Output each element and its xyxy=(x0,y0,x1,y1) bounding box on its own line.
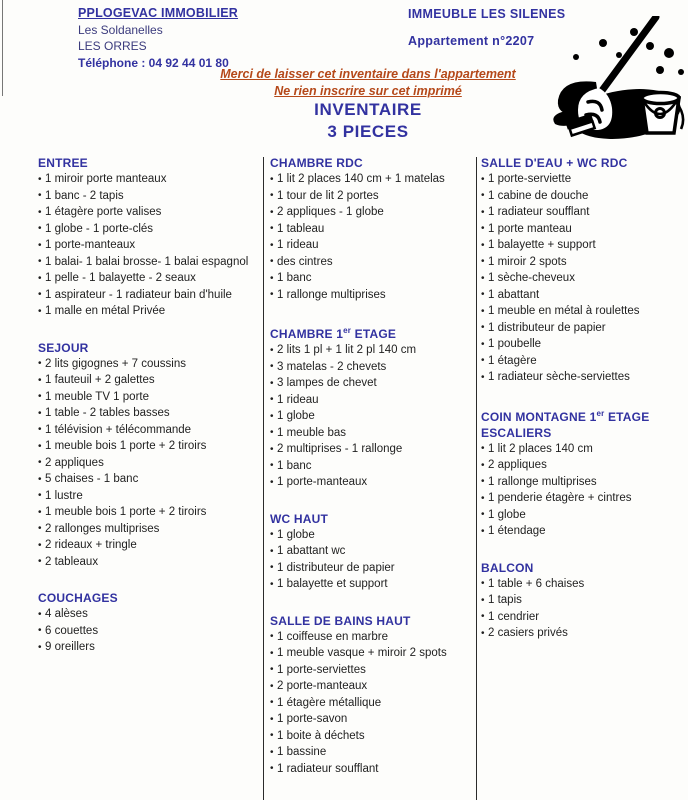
inventory-item xyxy=(270,171,470,188)
item-text: 1 lustre xyxy=(45,489,83,502)
item-text: 1 cabine de douche xyxy=(488,189,589,202)
inventory-item xyxy=(270,342,470,359)
item-text: 1 lit 2 places 140 cm + 1 matelas xyxy=(277,173,445,185)
notice-line2: Ne rien inscrire sur cet imprimé xyxy=(274,84,462,98)
inventory-item xyxy=(481,457,686,474)
building-block xyxy=(408,7,565,48)
section-title: SALLE D'EAU + WC RDC xyxy=(481,156,628,170)
bullet-icon: • xyxy=(481,525,485,537)
item-text: 6 couettes xyxy=(45,624,99,637)
inventory-section xyxy=(38,340,260,571)
column-divider xyxy=(263,157,264,800)
page-title xyxy=(48,99,688,143)
bullet-icon: • xyxy=(270,443,274,455)
inventory-section xyxy=(481,560,686,642)
bullet-icon: • xyxy=(38,608,42,620)
inventory-item xyxy=(38,438,260,455)
inventory-item xyxy=(481,287,686,304)
item-text: 2 appliques xyxy=(45,456,104,469)
inventory-item xyxy=(481,474,686,491)
bullet-icon: • xyxy=(270,578,274,590)
item-text: 1 banc xyxy=(277,459,312,472)
bullet-icon: • xyxy=(38,641,42,653)
item-text: 1 abattant xyxy=(488,288,540,301)
bullet-icon: • xyxy=(270,190,274,201)
inventory-item xyxy=(38,471,260,488)
item-text: 1 sèche-cheveux xyxy=(488,272,575,284)
inventory-item xyxy=(270,408,470,425)
inventory-item xyxy=(270,287,470,304)
inventory-item xyxy=(270,237,470,254)
item-text: 1 meuble bois 1 porte + 2 tiroirs xyxy=(45,506,207,518)
item-text: 1 porte-serviettes xyxy=(277,663,366,676)
item-text: 1 porte manteau xyxy=(488,222,572,235)
bullet-icon: • xyxy=(38,206,42,218)
inventory-item xyxy=(38,521,260,538)
bullet-icon: • xyxy=(270,529,274,540)
item-text: 2 rallonges multiprises xyxy=(45,522,160,535)
item-text: 1 banc - 2 tapis xyxy=(45,189,124,202)
inventory-item xyxy=(270,629,470,646)
apartment-number: Appartement n°2207 xyxy=(408,34,535,48)
inventory-item xyxy=(38,389,260,406)
item-text: 1 aspirateur - 1 radiateur bain d'huile xyxy=(45,288,232,301)
item-text: 1 lit 2 places 140 cm xyxy=(488,442,593,455)
inventory-item xyxy=(481,320,686,337)
bullet-icon: • xyxy=(38,239,42,251)
bullet-icon: • xyxy=(270,256,274,267)
item-text: 1 meuble bas xyxy=(277,426,347,439)
inventory-item xyxy=(270,744,470,761)
inventory-item xyxy=(270,375,470,392)
inventory-item xyxy=(38,405,260,422)
inventory-section xyxy=(270,511,470,593)
inventory-item xyxy=(481,507,686,524)
section-title: ENTREE xyxy=(38,156,88,170)
item-text: 5 chaises - 1 banc xyxy=(45,473,139,485)
inventory-item xyxy=(270,425,470,442)
inventory-item xyxy=(481,369,686,386)
bullet-icon: • xyxy=(38,539,42,551)
inventory-item xyxy=(270,543,470,560)
bullet-icon: • xyxy=(270,272,274,284)
bullet-icon: • xyxy=(270,697,274,708)
inventory-item xyxy=(38,204,260,221)
bullet-icon: • xyxy=(481,338,485,350)
item-text: 1 banc xyxy=(277,272,312,284)
item-text: 2 porte-manteaux xyxy=(277,680,368,692)
bullet-icon: • xyxy=(481,492,485,504)
bullet-icon: • xyxy=(270,746,274,758)
item-text: 1 meuble bois 1 porte + 2 tiroirs xyxy=(45,440,207,452)
bullet-icon: • xyxy=(270,476,274,488)
inventory-item xyxy=(481,336,686,353)
section-title: COIN MONTAGNE 1er ETAGE xyxy=(481,408,650,424)
item-text: 2 rideaux + tringle xyxy=(45,539,137,551)
item-text: 2 casiers privés xyxy=(488,627,568,639)
inventory-item xyxy=(481,204,686,221)
item-text: 9 oreillers xyxy=(45,641,95,653)
item-text: 1 cendrier xyxy=(488,610,540,623)
bullet-icon: • xyxy=(270,394,274,405)
inventory-item xyxy=(38,554,260,571)
item-text: 1 globe xyxy=(277,528,315,541)
item-text: 2 appliques - 1 globe xyxy=(277,206,384,218)
inventory-item xyxy=(270,645,470,662)
bullet-icon: • xyxy=(481,223,485,234)
inventory-item xyxy=(270,458,470,475)
bullet-icon: • xyxy=(481,443,485,454)
bullet-icon: • xyxy=(38,374,42,386)
agency-name: PPLOGEVAC IMMOBILIER xyxy=(78,6,239,20)
item-text: 2 lits gigognes + 7 coussins xyxy=(45,357,186,370)
bullet-icon: • xyxy=(270,647,274,659)
inventory-item xyxy=(38,623,260,640)
inventory-section xyxy=(270,323,470,491)
inventory-item xyxy=(270,474,470,491)
item-text: 1 globe xyxy=(488,508,526,521)
bullet-icon: • xyxy=(270,239,274,251)
section-title: CHAMBRE RDC xyxy=(270,156,363,170)
item-text: 1 radiateur soufflant xyxy=(277,762,379,775)
section-title: SALLE DE BAINS HAUT xyxy=(270,613,411,628)
item-text: 1 étendage xyxy=(488,525,546,537)
inventory-column-3 xyxy=(481,155,686,662)
scan-edge-artifact xyxy=(2,0,3,96)
inventory-item xyxy=(270,527,470,544)
bullet-icon: • xyxy=(270,664,274,675)
inventory-item xyxy=(38,287,260,304)
item-text: 2 multiprises - 1 rallonge xyxy=(277,443,403,455)
bullet-icon: • xyxy=(270,763,274,774)
inventory-item xyxy=(38,221,260,238)
bullet-icon: • xyxy=(270,680,274,692)
bullet-icon: • xyxy=(38,223,42,234)
bullet-icon: • xyxy=(270,545,274,557)
bullet-icon: • xyxy=(481,611,485,622)
inventory-item xyxy=(38,455,260,472)
inventory-item xyxy=(38,372,260,389)
inventory-item xyxy=(481,490,686,507)
inventory-item xyxy=(270,188,470,205)
item-text: 1 porte-manteaux xyxy=(45,239,136,251)
bullet-icon: • xyxy=(481,206,485,218)
inventory-item xyxy=(270,576,470,593)
bullet-icon: • xyxy=(270,427,274,438)
bullet-icon: • xyxy=(38,625,42,636)
inventory-item xyxy=(270,254,470,271)
bullet-icon: • xyxy=(38,424,42,435)
item-text: 1 globe xyxy=(277,410,315,422)
bullet-icon: • xyxy=(38,556,42,567)
item-text: 1 malle en métal Privée xyxy=(45,305,166,317)
inventory-item xyxy=(38,356,260,373)
bullet-icon: • xyxy=(38,190,42,201)
inventory-item xyxy=(38,537,260,554)
bullet-icon: • xyxy=(270,344,274,356)
item-text: 1 table - 2 tables basses xyxy=(45,407,170,419)
inventory-item xyxy=(481,625,686,642)
item-text: 1 tour de lit 2 portes xyxy=(277,189,379,202)
agency-phone: Téléphone : 04 92 44 01 80 xyxy=(78,55,229,70)
item-text: 1 balai- 1 balai brosse- 1 balai espagnol xyxy=(45,255,249,268)
inventory-item xyxy=(481,353,686,370)
inventory-item xyxy=(38,606,260,623)
inventory-item xyxy=(270,204,470,221)
bullet-icon: • xyxy=(38,358,42,369)
inventory-item xyxy=(270,560,470,577)
item-text: 1 rideau xyxy=(277,393,319,406)
item-text: des cintres xyxy=(277,255,333,268)
item-text: 1 étagère porte valises xyxy=(45,206,162,218)
item-text: 1 radiateur sèche-serviettes xyxy=(488,371,630,383)
inventory-section xyxy=(481,406,686,540)
inventory-item xyxy=(270,359,470,376)
inventory-item xyxy=(38,422,260,439)
item-text: 1 balayette + support xyxy=(488,239,596,251)
bullet-icon: • xyxy=(270,289,274,300)
inventory-item xyxy=(270,221,470,238)
title-line1: INVENTAIRE xyxy=(314,100,422,119)
bullet-icon: • xyxy=(270,377,274,389)
bullet-icon: • xyxy=(481,190,485,201)
inventory-item xyxy=(38,270,260,287)
bullet-icon: • xyxy=(270,460,274,471)
bullet-icon: • xyxy=(481,578,485,589)
inventory-item xyxy=(481,303,686,320)
bullet-icon: • xyxy=(38,289,42,300)
item-text: 1 porte-serviette xyxy=(488,173,572,185)
item-text: 3 matelas - 2 chevets xyxy=(277,360,387,373)
bullet-icon: • xyxy=(481,173,485,185)
bullet-icon: • xyxy=(38,173,42,185)
bullet-icon: • xyxy=(38,506,42,518)
inventory-item xyxy=(481,221,686,238)
bullet-icon: • xyxy=(270,730,274,741)
bullet-icon: • xyxy=(481,322,485,333)
title-line2: 3 PIECES xyxy=(327,122,409,141)
bullet-icon: • xyxy=(270,410,274,422)
bullet-icon: • xyxy=(270,206,274,218)
inventory-item xyxy=(270,761,470,778)
section-title: WC HAUT xyxy=(270,511,329,526)
item-text: 1 porte-savon xyxy=(277,713,348,725)
bullet-icon: • xyxy=(270,223,274,234)
inventory-item xyxy=(270,662,470,679)
section-title: CHAMBRE 1er ETAGE xyxy=(270,326,397,341)
item-text: 1 rallonge multiprises xyxy=(277,288,386,301)
bullet-icon: • xyxy=(481,594,485,606)
notice-block xyxy=(48,66,688,100)
item-text: 1 pelle - 1 balayette - 2 seaux xyxy=(45,272,196,284)
agency-line3: LES ORRES xyxy=(78,39,147,53)
inventory-section xyxy=(481,155,686,386)
bullet-icon: • xyxy=(481,509,485,520)
section-title: SEJOUR xyxy=(38,340,89,355)
item-text: 1 miroir porte manteaux xyxy=(45,173,167,185)
section-title: COUCHAGES xyxy=(38,591,118,605)
bullet-icon: • xyxy=(481,289,485,300)
inventory-item xyxy=(38,488,260,505)
item-text: 4 alèses xyxy=(45,608,88,620)
item-text: 1 abattant wc xyxy=(277,545,346,557)
bullet-icon: • xyxy=(38,407,42,419)
item-text: 1 télévision + télécommande xyxy=(45,423,192,436)
item-text: 1 penderie étagère + cintres xyxy=(488,492,632,504)
inventory-item xyxy=(481,237,686,254)
bullet-icon: • xyxy=(38,305,42,317)
section-title: BALCON xyxy=(481,560,534,575)
bullet-icon: • xyxy=(38,272,42,284)
bullet-icon: • xyxy=(481,459,485,471)
bullet-icon: • xyxy=(38,391,42,402)
inventory-item xyxy=(270,711,470,728)
inventory-item xyxy=(38,639,260,656)
agency-block xyxy=(78,5,238,71)
bullet-icon: • xyxy=(481,371,485,383)
inventory-item xyxy=(270,678,470,695)
item-text: 1 miroir 2 spots xyxy=(488,255,567,268)
bullet-icon: • xyxy=(38,473,42,485)
bullet-icon: • xyxy=(270,361,274,372)
inventory-section xyxy=(270,613,470,778)
agency-line2: Les Soldanelles xyxy=(78,22,163,37)
inventory-item xyxy=(38,188,260,205)
inventory-item xyxy=(481,523,686,540)
bullet-icon: • xyxy=(270,173,274,185)
column-divider xyxy=(476,157,477,800)
bullet-icon: • xyxy=(38,457,42,468)
inventory-item xyxy=(38,303,260,320)
inventory-item xyxy=(270,270,470,287)
item-text: 1 meuble en métal à roulettes xyxy=(488,305,640,317)
inventory-item xyxy=(481,188,686,205)
inventory-section xyxy=(270,155,470,303)
inventory-column-1 xyxy=(38,155,260,676)
notice-line1: Merci de laisser cet inventaire dans l'appartement xyxy=(220,67,516,81)
bullet-icon: • xyxy=(38,523,42,534)
item-text: 1 distributeur de papier xyxy=(277,561,395,574)
bullet-icon: • xyxy=(481,627,485,639)
item-text: 1 globe - 1 porte-clés xyxy=(45,222,154,235)
inventory-section xyxy=(38,590,260,656)
item-text: 1 balayette et support xyxy=(277,578,388,590)
item-text: 1 fauteuil + 2 galettes xyxy=(45,374,155,386)
item-text: 3 lampes de chevet xyxy=(277,377,377,389)
inventory-item xyxy=(38,171,260,188)
bullet-icon: • xyxy=(481,239,485,251)
bullet-icon: • xyxy=(481,305,485,317)
bullet-icon: • xyxy=(481,272,485,284)
item-text: 2 tableaux xyxy=(45,555,99,568)
bullet-icon: • xyxy=(481,355,485,366)
inventory-item xyxy=(270,728,470,745)
item-text: 1 rideau xyxy=(277,239,319,251)
item-text: 1 étagère xyxy=(488,354,537,367)
bullet-icon: • xyxy=(270,562,274,573)
item-text: 1 tapis xyxy=(488,594,522,606)
item-text: 1 poubelle xyxy=(488,338,542,350)
bullet-icon: • xyxy=(38,440,42,452)
building-name: IMMEUBLE LES SILENES xyxy=(408,7,566,21)
inventory-item xyxy=(481,592,686,609)
item-text: 1 rallonge multiprises xyxy=(488,475,597,488)
item-text: 1 distributeur de papier xyxy=(488,321,606,334)
item-text: 1 meuble vasque + miroir 2 spots xyxy=(277,647,447,659)
item-text: 1 meuble TV 1 porte xyxy=(45,390,149,403)
inventory-item xyxy=(38,237,260,254)
item-text: 1 boite à déchets xyxy=(277,729,365,742)
item-text: 1 porte-manteaux xyxy=(277,476,368,488)
item-text: 2 appliques xyxy=(488,459,547,471)
bullet-icon: • xyxy=(38,256,42,267)
inventory-item xyxy=(270,695,470,712)
inventory-item xyxy=(481,254,686,271)
item-text: 1 étagère métallique xyxy=(277,696,382,709)
inventory-section xyxy=(38,155,260,320)
bullet-icon: • xyxy=(38,490,42,501)
inventory-item xyxy=(270,392,470,409)
inventory-item xyxy=(481,171,686,188)
bullet-icon: • xyxy=(481,476,485,487)
bullet-icon: • xyxy=(270,631,274,642)
item-text: 1 bassine xyxy=(277,746,327,758)
inventory-item xyxy=(481,609,686,626)
item-text: 2 lits 1 pl + 1 lit 2 pl 140 cm xyxy=(277,344,417,356)
inventory-item xyxy=(38,254,260,271)
inventory-item xyxy=(38,504,260,521)
item-text: 1 coiffeuse en marbre xyxy=(277,630,389,643)
inventory-item xyxy=(481,270,686,287)
inventory-column-2 xyxy=(270,155,470,797)
item-text: 1 table + 6 chaises xyxy=(488,577,585,590)
item-text: 1 tableau xyxy=(277,222,325,235)
item-text: 1 radiateur soufflant xyxy=(488,206,590,218)
section-title-line2: ESCALIERS xyxy=(481,425,552,440)
inventory-item xyxy=(270,441,470,458)
inventory-item xyxy=(481,576,686,593)
bullet-icon: • xyxy=(270,713,274,725)
inventory-item xyxy=(481,441,686,458)
bullet-icon: • xyxy=(481,256,485,267)
